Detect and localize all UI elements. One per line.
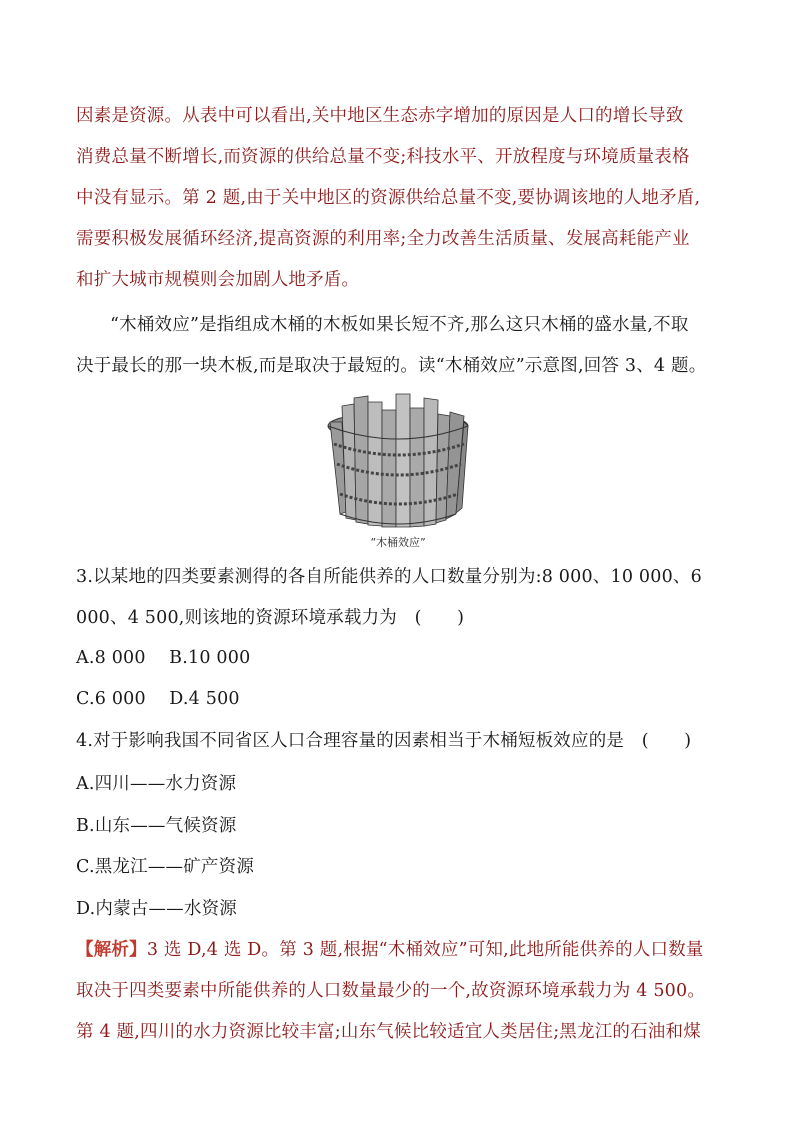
q4-option-a: A.四川——水力资源 bbox=[76, 774, 237, 794]
analysis-prev-line-4: 需要积极发展循环经济,提高资源的利用率;全力改善生活质量、发展高耗能产业 bbox=[76, 229, 690, 249]
q3-stem-line-2: 000、4 500,则该地的资源环境承载力为 ( ) bbox=[76, 608, 465, 628]
intro-line-2: 决于最长的那一块木板,而是取决于最短的。读“木桶效应”示意图,回答 3、4 题。 bbox=[76, 356, 707, 376]
analysis-prev-line-5: 和扩大城市规模则会加剧人地矛盾。 bbox=[76, 270, 360, 290]
q3-stem-line-1: 3.以某地的四类要素测得的各自所能供养的人口数量分别为:8 000、10 000、6 bbox=[76, 567, 702, 587]
analysis-line-3: 第 4 题,四川的水力资源比较丰富;山东气候比较适宜人类居住;黑龙江的石油和煤 bbox=[76, 1022, 701, 1042]
wooden-barrel-icon bbox=[318, 392, 478, 532]
q4-option-d: D.内蒙古——水资源 bbox=[76, 899, 237, 919]
q3-options-row-1: A.8 000 B.10 000 bbox=[76, 648, 251, 668]
analysis-line-2: 取决于四类要素中所能供养的人口数量最少的一个,故资源环境承载力为 4 500。 bbox=[76, 981, 706, 1001]
q4-stem: 4.对于影响我国不同省区人口合理容量的因素相当于木桶短板效应的是 ( ) bbox=[76, 731, 692, 751]
q4-option-c: C.黑龙江——矿产资源 bbox=[76, 857, 255, 877]
figure-caption: “木桶效应” bbox=[370, 536, 426, 549]
q4-option-b: B.山东——气候资源 bbox=[76, 816, 237, 836]
analysis-line-1 bbox=[76, 938, 726, 962]
barrel-effect-figure bbox=[318, 392, 478, 550]
analysis-prev-line-2: 消费总量不断增长,而资源的供给总量不变;科技水平、开放程度与环境质量表格 bbox=[76, 147, 690, 167]
analysis-prev-line-3: 中没有显示。第 2 题,由于关中地区的资源供给总量不变,要协调该地的人地矛盾, bbox=[76, 188, 701, 208]
analysis-label: 【解析】 bbox=[76, 940, 147, 960]
q3-options-row-2: C.6 000 D.4 500 bbox=[76, 689, 240, 709]
intro-line-1: “木桶效应”是指组成木桶的木板如果长短不齐,那么这只木桶的盛水量,不取 bbox=[110, 315, 689, 335]
analysis-prev-line-1: 因素是资源。从表中可以看出,关中地区生态赤字增加的原因是人口的增长导致 bbox=[76, 106, 684, 126]
analysis-line-1-text: 3 选 D,4 选 D。第 3 题,根据“木桶效应”可知,此地所能供养的人口数量 bbox=[146, 940, 704, 960]
